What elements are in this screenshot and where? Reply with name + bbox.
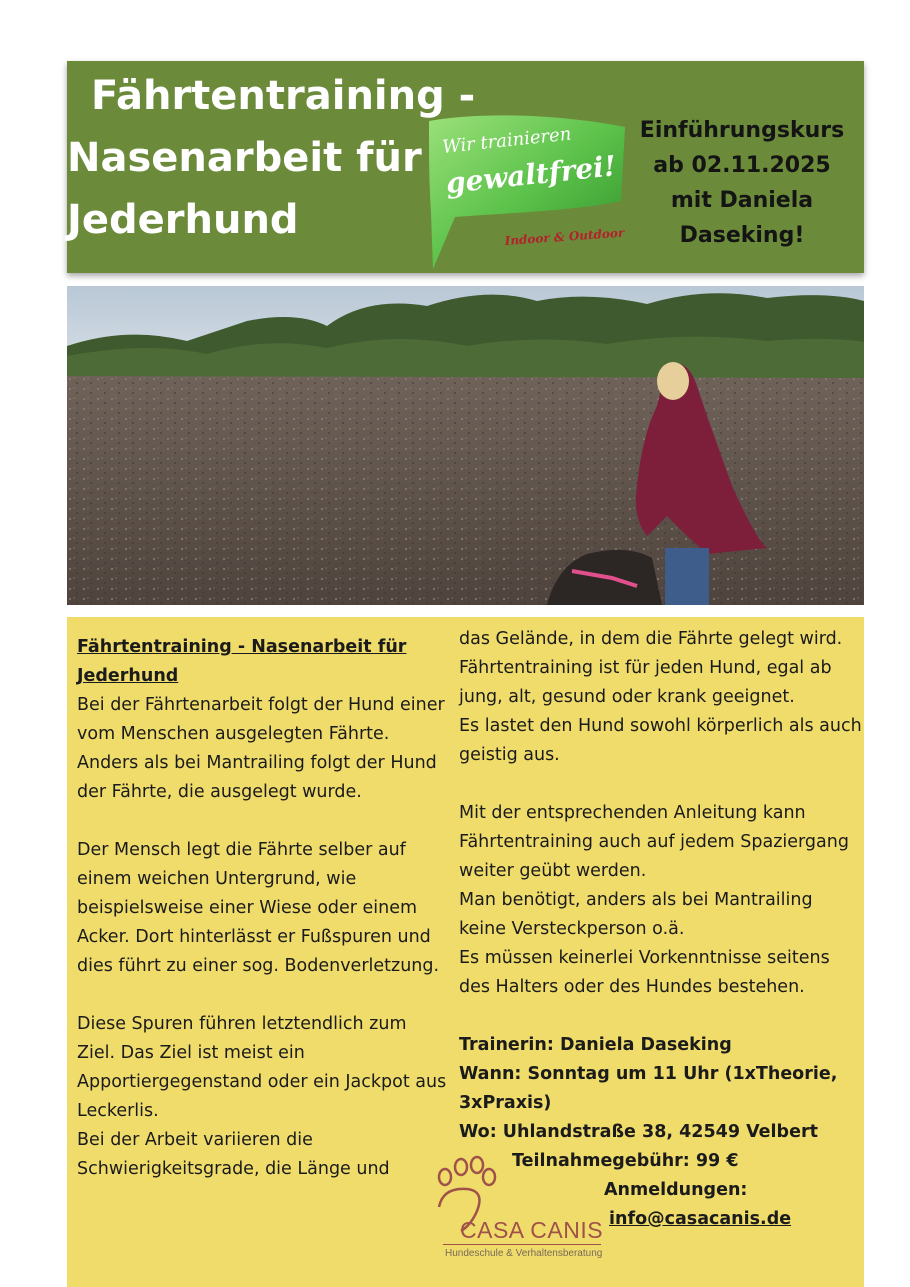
right-column — [459, 625, 864, 1234]
right-paragraph-2: Fährtentraining ist für jeden Hund, egal ab jung, alt, gesund oder krank geeignet. — [459, 658, 832, 707]
course-info-line-3: mit Daniela — [670, 188, 814, 213]
right-paragraph-3: Es lastet den Hund sowohl körperlich als auch geistig aus. — [459, 716, 862, 765]
registration-email-link[interactable]: info@casacanis.de — [609, 1209, 792, 1229]
content-box — [67, 617, 864, 1287]
flag-text-3: Indoor & Outdoor — [504, 225, 625, 248]
course-info-line-1: Einführungskurs — [639, 118, 845, 143]
course-info-line-4: Daseking! — [679, 223, 805, 248]
logo-name: CASA CANIS — [460, 1217, 604, 1243]
left-paragraph-2: Der Mensch legt die Fährte selber auf einem weichen Untergrund, wie beispielsweise einer Wiese oder einem Acker. Dort hinterlässt er Fußspuren und dies führt zu einer sog. Bodenverletzung. — [77, 840, 440, 976]
casa-canis-logo — [431, 1155, 606, 1267]
photo-illustration — [67, 286, 864, 605]
section-heading-line-1: Fährtentraining - Nasenarbeit für — [77, 637, 407, 657]
left-paragraph-1: Bei der Fährtenarbeit folgt der Hund einer vom Menschen ausgelegten Fährte. Anders als bei Mantrailing folgt der Hund der Fährte, die ausgelegt wurde. — [77, 695, 445, 802]
gewaltfrei-flag-badge — [425, 113, 630, 273]
course-info-line-2: ab 02.11.2025 — [653, 153, 831, 178]
section-heading-line-2: Jederhund — [77, 666, 179, 686]
field-photo — [67, 286, 864, 605]
flag-text-1: Wir trainieren — [441, 123, 573, 158]
title-line-3: Jederhund — [67, 197, 299, 243]
left-column — [77, 633, 447, 1184]
section-heading — [77, 633, 447, 691]
flag-text-2: gewaltfrei! — [444, 149, 618, 200]
flag-icon — [425, 113, 630, 273]
fee-info: Teilnahmegebühr: 99 € — [512, 1151, 739, 1171]
page-title — [67, 65, 487, 251]
right-paragraph-1: das Gelände, in dem die Fährte gelegt wird. — [459, 629, 843, 649]
trainer-info: Trainerin: Daniela Daseking — [459, 1035, 732, 1055]
right-paragraph-6: Es müssen keinerlei Vorkenntnisse seitens des Halters oder des Hundes bestehen. — [459, 948, 830, 997]
right-paragraph-4: Mit der entsprechenden Anleitung kann Fährtentraining auch auf jedem Spaziergang weiter geübt werden. — [459, 803, 849, 881]
title-line-1: Fährtentraining - — [91, 73, 476, 119]
schedule-info: Wann: Sonntag um 11 Uhr (1xTheorie, 3xPraxis) — [459, 1064, 838, 1113]
left-paragraph-4: Bei der Arbeit variieren die Schwierigkeitsgrade, die Länge und — [77, 1130, 390, 1179]
course-info — [627, 113, 857, 253]
logo-divider — [443, 1244, 601, 1245]
right-paragraph-5: Man benötigt, anders als bei Mantrailing keine Versteckperson o.ä. — [459, 890, 813, 939]
left-paragraph-3: Diese Spuren führen letztendlich zum Ziel. Das Ziel ist meist ein Apportiergegenstand oder ein Jackpot aus Leckerlis. — [77, 1014, 447, 1121]
registration-label: Anmeldungen: — [604, 1180, 748, 1200]
title-line-2: Nasenarbeit für — [67, 135, 422, 181]
logo-tagline: Hundeschule & Verhaltensberatung — [445, 1248, 603, 1259]
location-info: Wo: Uhlandstraße 38, 42549 Velbert — [459, 1122, 818, 1142]
